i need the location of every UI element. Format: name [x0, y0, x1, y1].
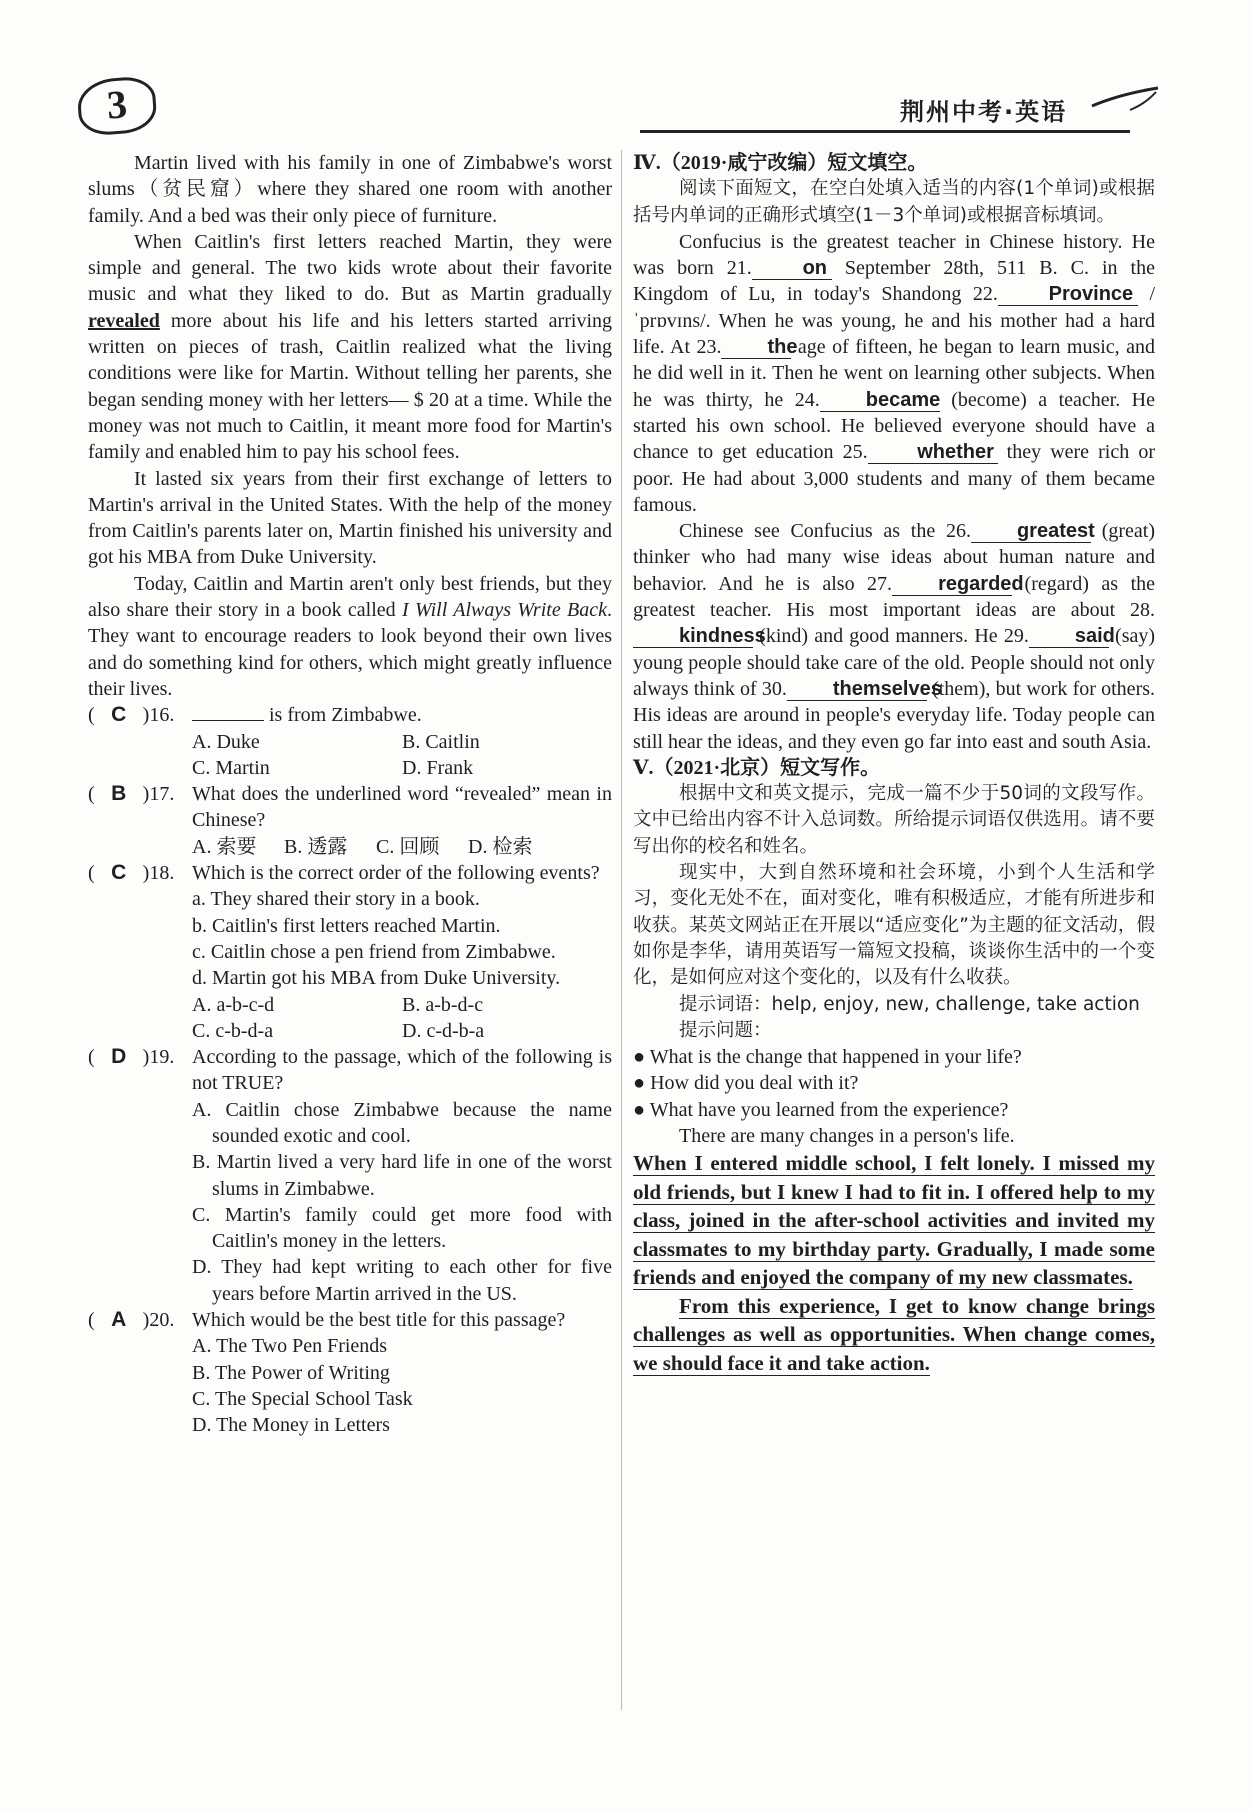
section-4-heading: Ⅳ.（2019·咸宁改编）短文填空。 — [633, 152, 928, 174]
blank-25: whether — [868, 441, 998, 464]
question-18: ( C )18. Which is the correct order of the following events? — [88, 860, 612, 886]
options-17: A. 索要 B. 透露 C. 回顾 D. 检索 — [192, 835, 533, 858]
hint-question: ● What have you learned from the experience? — [633, 1098, 1009, 1121]
answer-19: D — [111, 1045, 127, 1069]
option-item: C. The Special School Task — [192, 1387, 413, 1410]
option-item: C. Martin's family could get more food with Caitlin's money in the letters. — [192, 1203, 612, 1253]
book-title: I Will Always Write Back — [402, 599, 608, 622]
hint-question: ● What is the change that happened in your life? — [633, 1046, 1022, 1069]
section-5-instructions: 根据中文和英文提示，完成一篇不少于50词的文段写作。文中已给出内容不计入总词数。所给提示词语仅供选用。请不要写出你的校名和姓名。 — [633, 783, 1155, 857]
essay-given-sentence: There are many changes in a person's life. — [679, 1124, 1015, 1147]
blank-26: greatest — [971, 520, 1091, 543]
passage-paragraph: Martin lived with his family in one of Zimbabwe's worst slums（贫民窟）where they shared one room with another family. And a bed was their only piece of furniture. — [88, 152, 612, 227]
essay-answer-paragraph: From this experience, I get to know change brings challenges as well as opportunities. When change comes, we should face it and take action. — [633, 1293, 1155, 1375]
option-item: B. The Power of Writing — [192, 1361, 390, 1384]
blank-21: on — [752, 257, 832, 280]
event-item: d. Martin got his MBA from Duke University. — [192, 967, 561, 990]
question-17: ( B )17. What does the underlined word “revealed” mean in Chinese? — [88, 782, 612, 832]
essay-answer-paragraph: When I entered middle school, I felt lonely. I missed my old friends, but I knew I had to fit in. I offered help to my class, joined in the after-school activities and invited my classmates to my birthday party. Gradually, I made some friends and enjoyed the company of my new classmates. — [633, 1151, 1155, 1290]
section-4-instructions: 阅读下面短文，在空白处填入适当的内容(1个单词)或根据括号内单词的正确形式填空(1－3个单词)或根据音标填词。 — [633, 178, 1155, 226]
blank-28: kindness — [633, 625, 753, 648]
passage-paragraph: When Caitlin's first letters reached Martin, they were simple and general. The two kids wrote about their favorite music and what they liked to do. But as Martin gradually revealed more about his life and his letters started arriving written on pieces of trash, Caitlin realized what the living conditions were like for Martin. Without telling her parents, she began sending money with her letters— $ 20 at a time. While the money was not much to Caitlin, it meant more food for Martin's family and enabled him to pay his school fees. — [88, 230, 612, 464]
right-column — [633, 150, 1155, 1377]
page-number: 3 — [76, 75, 158, 136]
option-item: D. They had kept writing to each other for five years before Martin arrived in the US. — [192, 1256, 612, 1305]
option-item: D. The Money in Letters — [192, 1414, 390, 1437]
swoosh-decoration-icon — [1090, 84, 1160, 114]
hint-question: ● How did you deal with it? — [633, 1072, 859, 1095]
answer-16: C — [111, 703, 127, 727]
options-16: A. Duke B. Caitlin — [192, 730, 480, 753]
header-rule — [640, 130, 1130, 133]
blank-22: Province — [998, 283, 1138, 306]
event-item: a. They shared their story in a book. — [192, 888, 480, 911]
question-19: ( D )19. According to the passage, which of the following is not TRUE? — [88, 1045, 612, 1095]
section-5-heading: Ⅴ.（2021·北京）短文写作。 — [633, 756, 881, 779]
blank-24: became — [820, 389, 940, 412]
event-item: b. Caitlin's first letters reached Martin. — [192, 914, 501, 937]
answer-17: B — [111, 782, 127, 806]
passage-paragraph: Today, Caitlin and Martin aren't only best friends, but they also share their story in a book called I Will Always Write Back. They want to encourage readers to look beyond their own lives and do something kind for others, which might greatly influence their lives. — [88, 572, 613, 700]
hint-questions-label: 提示问题： — [679, 1019, 772, 1041]
header-title: 荆州中考·英语 — [900, 98, 1068, 126]
cloze-paragraph: Chinese see Confucius as the 26. greatest (great) thinker who had many wise ideas about human nature and behavior. And he is also 27. regarded (regard) as the greatest teacher. His most important ideas are about 28.kindness (kind) and good manners. He 29. said (say) young people should take care of the old. People should not only always think of 30. themselves (them), but work for others. His ideas are around in people's everyday life. Today people can still hear the ideas, and they even go far into east and south Asia. — [633, 520, 1156, 753]
blank-27: regarded — [892, 573, 1012, 596]
options-18: C. c-b-d-a D. c-d-b-a — [192, 1019, 485, 1042]
question-20: ( A )20. Which would be the best title for this passage? — [88, 1307, 612, 1333]
hint-words: 提示词语：help, enjoy, new, challenge, take action — [679, 993, 1140, 1015]
option-item: B. Martin lived a very hard life in one of the worst slums in Zimbabwe. — [192, 1151, 612, 1200]
section-5-scenario: 现实中，大到自然环境和社会环境，小到个人生活和学习，变化无处不在，面对变化，唯有积极适应，才能有所进步和收获。某英文网站正在开展以“适应变化”为主题的征文活动，假如你是李华，请用英语写一篇短文投稿，谈谈你生活中的一个变化，是如何应对这个变化的，以及有什么收获。 — [633, 862, 1155, 989]
underlined-word: revealed — [88, 309, 160, 332]
options-18: A. a-b-c-d B. a-b-d-c — [192, 993, 484, 1016]
options-16: C. Martin D. Frank — [192, 756, 474, 779]
option-item: A. Caitlin chose Zimbabwe because the name sounded exotic and cool. — [192, 1098, 612, 1147]
blank-23: the — [721, 336, 791, 359]
left-column — [88, 150, 612, 1439]
passage-paragraph: It lasted six years from their first exchange of letters to Martin's arrival in the United States. With the help of the money from Caitlin's parents later on, Martin finished his university and got his MBA from Duke University. — [88, 467, 612, 569]
question-16: ( C )16. is from Zimbabwe. — [88, 702, 612, 728]
answer-18: C — [111, 861, 127, 885]
cloze-paragraph: Confucius is the greatest teacher in Chinese history. He was born 21. on September 28th, 511 B. C. in the Kingdom of Lu, in today's Shandong 22. Province /ˈprɒvɪns/. When he was young, he and his mother had a hard life. At 23. the age of fifteen, he began to learn music, and he did well in it. Then he went on learning other subjects. When he was thirty, he 24. became (become) a teacher. He started his own school. He believed everyone should have a chance to get education 25. whether they were rich or poor. He had about 3,000 students and many of them became famous. — [633, 230, 1155, 516]
blank-30: themselves — [787, 678, 927, 701]
blank-29: said — [1029, 625, 1109, 648]
column-divider — [621, 150, 622, 1710]
event-item: c. Caitlin chose a pen friend from Zimbabwe. — [192, 940, 556, 963]
option-item: A. The Two Pen Friends — [192, 1335, 388, 1358]
answer-20: A — [111, 1308, 127, 1332]
